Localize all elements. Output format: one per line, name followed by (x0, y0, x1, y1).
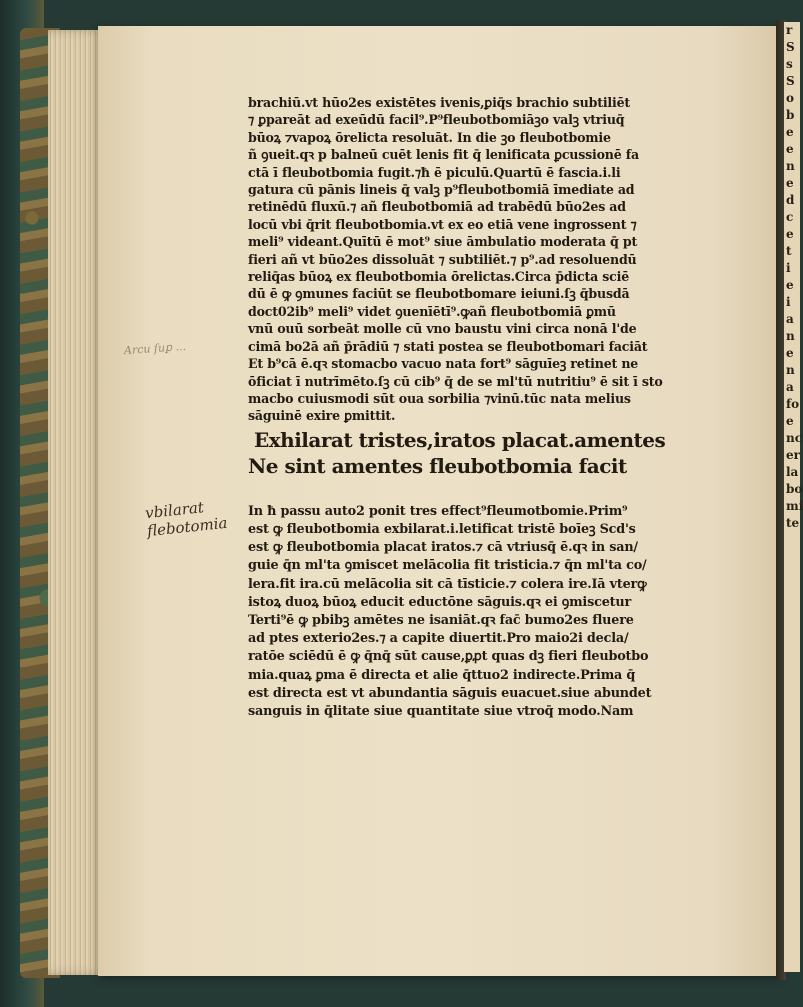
commentary-line: lera.fit ira.cū melācolia sit cā tīsticie.⁊ colera ire.Iā vterꝙ (248, 576, 647, 592)
facing-fragment: er (786, 448, 800, 462)
faded-margin-note: Arcu ſuꝑ ... (123, 339, 187, 358)
facing-fragment: a (786, 312, 794, 326)
text-line: ctā ī fleubotbomia fugit.⁊ħ ē piculū.Quartū ē fascia.i.li (248, 164, 621, 180)
commentary-line: ratōe sciēdū ē ꝙ q̄nq̄ sūt cause,ꝑꝓt quas dꝫ fieri fleubotbo (248, 649, 649, 665)
facing-fragment: S (786, 40, 795, 54)
handwritten-note-text: vbilarat flebotomia (144, 498, 229, 541)
facing-page-edge (784, 22, 803, 972)
commentary-line: est directa est vt abundantia sāguis euacuet.siue abundet (248, 685, 652, 701)
facing-fragment: d (786, 193, 795, 207)
facing-fragment: e (786, 278, 794, 292)
facing-fragment: n (786, 159, 795, 173)
facing-fragment: b (786, 108, 795, 122)
commentary-line: est ꝙ fleubotbomia placat iratos.⁊ cā vtriusq̄ ē.qꝛ in san/ (248, 540, 638, 556)
verse-line: Exhilarat tristes,iratos placat.amentes (254, 427, 666, 452)
text-line: ñ ꝯueit.qꝛ p balneū cuēt lenis fit q̄ lenificata ꝑcussionē fa (248, 147, 639, 163)
text-line: retinēdū fluxū.⁊ añ fleubotbomiā ad trabēdū būo2es ad (248, 199, 626, 215)
main-text-block (248, 94, 718, 425)
facing-fragment: e (786, 142, 794, 156)
facing-fragment: fo (786, 397, 800, 411)
facing-fragment: o (786, 91, 795, 105)
text-line: meli⁹ videant.Quītū ē mot⁹ siue āmbulatio moderata q̄ pt (248, 234, 638, 250)
text-line: doct02ib⁹ meli⁹ videt ꝯuenīētī⁹.ꝙañ fleubotbomiā ꝑmū (248, 303, 616, 319)
facing-fragment: t (786, 244, 792, 258)
text-line: fieri añ vt būo2es dissoluāt ⁊ subtiliēt.⁊ p⁹.ad resoluendū (248, 251, 637, 267)
facing-fragment: i (786, 261, 791, 275)
facing-page-fragments (784, 22, 803, 532)
facing-fragment: bo (786, 482, 803, 496)
text-line: gatura cū pānis lineis q̄ valꝫ p⁹fleubotbomiā īmediate ad (248, 182, 635, 198)
facing-fragment: a (786, 380, 794, 394)
facing-fragment: n (786, 329, 795, 343)
text-line: Et b⁹cā ē.qꝛ stomacbo vacuo nata fort⁹ sāguīeꝫ retinet ne (248, 356, 639, 372)
facing-fragment: e (786, 176, 794, 190)
page-edges (48, 30, 104, 975)
commentary-line: guie q̄n ml'ta ꝯmiscet melācolia fit tristicia.⁊ q̄n ml'ta co/ (248, 558, 647, 574)
commentary-line: In ħ passu auto2 ponit tres effect⁹fleumotbomie.Prim⁹ (248, 503, 628, 519)
page-text (248, 94, 718, 721)
facing-fragment: mi (786, 499, 803, 513)
facing-fragment: n (786, 363, 795, 377)
facing-fragment: S (786, 74, 795, 88)
facing-fragment: nc (786, 431, 803, 445)
verse-line: Ne sint amentes fleubotbomia facit (248, 453, 627, 478)
text-line: locū vbi q̄rit fleubotbomia.vt ex eo etiā vene ingrossent ⁊ (248, 216, 637, 232)
verse-block (248, 429, 718, 477)
facing-fragment: e (786, 125, 794, 139)
text-line: būoꝝ ⁊vapoꝝ ōrelicta resoluāt. In die ꝫo fleubotbomie (248, 129, 611, 145)
commentary-line: est ꝙ fleubotbomia exbilarat.i.letificat tristē boīeꝫ Scd's (248, 521, 636, 537)
commentary-block (248, 503, 718, 721)
text-line: vnū ouū sorbeāt molle cū vno baustu vini circa nonā l'de (248, 321, 637, 337)
text-line: ⁊ ꝑpareāt ad exeūdū facil⁹.P⁹fleubotbomiāꝫo valꝫ vtriuq̄ (248, 112, 625, 128)
facing-fragment: c (786, 210, 794, 224)
commentary-line: Terti⁹ē ꝙ pbibꝫ amētes ne isaniāt.qꝛ fac̄ bumo2es fluere (248, 612, 634, 628)
facing-fragment: s (786, 57, 793, 71)
facing-fragment: r (786, 23, 793, 37)
text-line: reliq̄as būoꝝ ex fleubotbomia ōrelictas.Circa p̄dicta sciē (248, 269, 630, 285)
commentary-line: ad ptes exterio2es.⁊ a capite diuertit.Pro maio2i decla/ (248, 631, 629, 647)
text-line: dū ē ꝙ ꝯmunes faciūt se fleubotbomare ieiuni.ſꝫ q̄busdā (248, 286, 630, 302)
facing-fragment: te (786, 516, 800, 530)
commentary-line: istoꝝ duoꝝ būoꝝ educit eductōne sāguis.qꝛ ei ꝯmiscetur (248, 594, 631, 610)
text-line: ōficiat ī nutrīmēto.ſꝫ cū cib⁹ q̄ de se ml'tū nutritiu⁹ ē sit ī sto (248, 373, 663, 389)
text-line: cimā bo2ā añ p̄rādiū ⁊ stati postea se fleubotbomari faciāt (248, 338, 648, 354)
commentary-line: sanguis in q̄litate siue quantitate siue vtroq̄ modo.Nam (248, 703, 634, 719)
commentary-line: mia.quaꝝ ꝑma ē directa et alie q̄ttuo2 indirecte.Prima q̄ (248, 667, 636, 683)
text-line: macbo cuiusmodi sūt oua sorbilia ⁊vinū.tūc nata melius (248, 390, 631, 406)
text-line: sāguinē exire ꝑmittit. (248, 408, 396, 424)
facing-fragment: i (786, 295, 791, 309)
text-line: brachiū.vt hūo2es existētes ivenis,ꝑiq̄s brachio subtiliēt (248, 95, 630, 110)
facing-fragment: la (786, 465, 799, 479)
facing-fragment: e (786, 227, 794, 241)
facing-fragment: e (786, 346, 794, 360)
facing-fragment: e (786, 414, 794, 428)
